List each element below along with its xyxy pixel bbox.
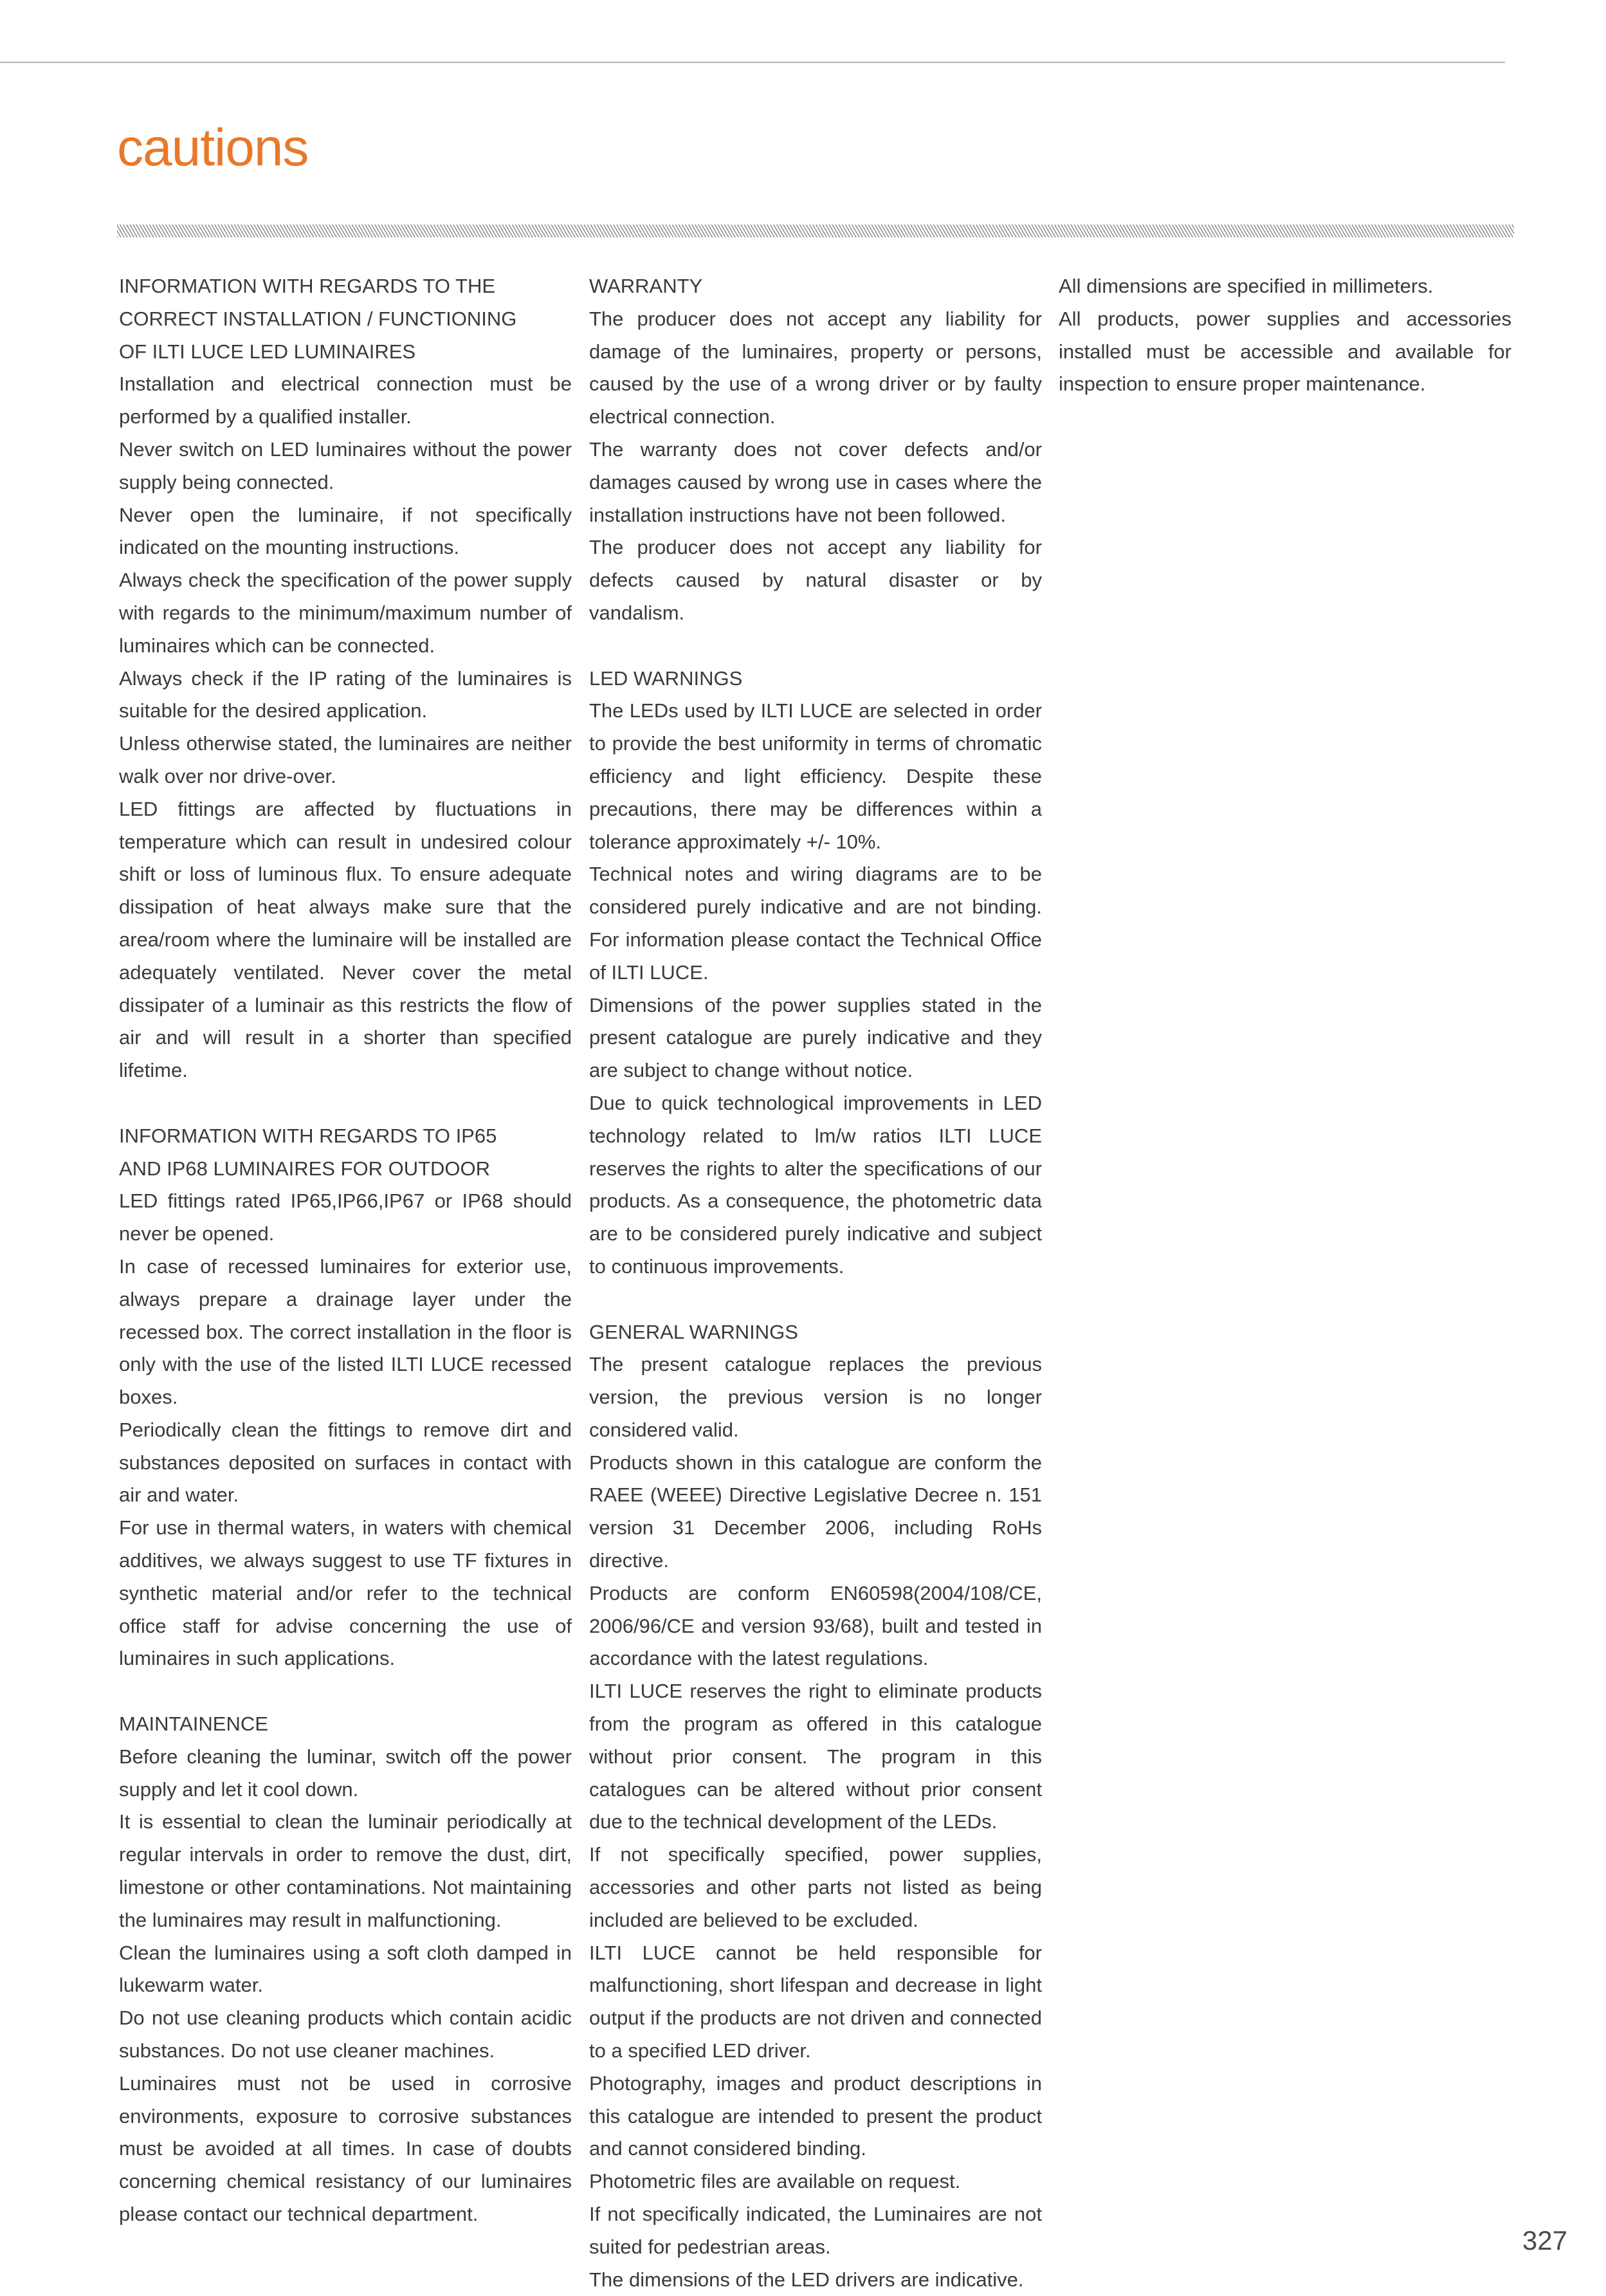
section-heading: WARRANTY xyxy=(589,270,1042,303)
page-number: 327 xyxy=(1522,2225,1567,2257)
paragraph: Unless otherwise stated, the luminaires are neither walk over nor drive-over. xyxy=(119,728,572,793)
section-led-warnings xyxy=(589,663,1042,1283)
paragraph: The LEDs used by ILTI LUCE are selected in order to provide the best uniformity in terms of chromatic efficiency and light efficiency. Despite these precautions, there may be differences within a tolerance approximately +/- 10%. xyxy=(589,695,1042,858)
section-heading: INFORMATION WITH REGARDS TO IP65 xyxy=(119,1120,572,1153)
section-maintenance xyxy=(119,1708,572,2231)
paragraph: Always check if the IP rating of the luminaires is suitable for the desired application. xyxy=(119,663,572,728)
paragraph: The present catalogue replaces the previous version, the previous version is no longer considered valid. xyxy=(589,1348,1042,1446)
paragraph: All products, power supplies and accessories installed must be accessible and available for inspection to ensure proper maintenance. xyxy=(1059,303,1511,401)
paragraph: LED fittings rated IP65,IP66,IP67 or IP68 should never be opened. xyxy=(119,1185,572,1251)
paragraph: If not specifically indicated, the Luminaires are not suited for pedestrian areas. xyxy=(589,2198,1042,2264)
paragraph: Photography, images and product descriptions in this catalogue are intended to present the product and cannot considered binding. xyxy=(589,2068,1042,2165)
section-general-warnings xyxy=(589,1316,1042,2296)
section-heading: AND IP68 LUMINAIRES FOR OUTDOOR xyxy=(119,1153,572,1186)
section-heading: LED WARNINGS xyxy=(589,663,1042,695)
paragraph: The producer does not accept any liability for damage of the luminaires, property or persons, caused by the use of a wrong driver or by faulty electrical connection. xyxy=(589,303,1042,434)
section-installation xyxy=(119,270,572,1087)
paragraph: The warranty does not cover defects and/or damages caused by wrong use in cases where the installation instructions have not been followed. xyxy=(589,434,1042,531)
section-heading: OF ILTI LUCE LED LUMINAIRES xyxy=(119,336,572,369)
paragraph: Technical notes and wiring diagrams are to be considered purely indicative and are not binding. For information please contact the Technical Office of ILTI LUCE. xyxy=(589,858,1042,989)
paragraph: For use in thermal waters, in waters with chemical additives, we always suggest to use TF fixtures in synthetic material and/or refer to the technical office staff for advise concerning the use of luminaires in such applications. xyxy=(119,1512,572,1675)
paragraph: Never switch on LED luminaires without the power supply being connected. xyxy=(119,434,572,499)
hatch-divider xyxy=(117,225,1514,237)
paragraph: Products are conform EN60598(2004/108/CE, 2006/96/CE and version 93/68), built and tested in accordance with the latest regulations. xyxy=(589,1577,1042,1675)
paragraph: Photometric files are available on request. xyxy=(589,2165,1042,2198)
paragraph: All dimensions are specified in millimeters. xyxy=(1059,270,1511,303)
paragraph: ILTI LUCE cannot be held responsible for malfunctioning, short lifespan and decrease in light output if the products are not driven and connected to a specified LED driver. xyxy=(589,1937,1042,2068)
paragraph: LED fittings are affected by fluctuations in temperature which can result in undesired colour shift or loss of luminous flux. To ensure adequate dissipation of heat always make sure that the area/room where the luminaire will be installed are adequately ventilated. Never cover the metal dissipater of a luminair as this restricts the flow of air and will result in a shorter than specified lifetime. xyxy=(119,793,572,1087)
paragraph: Periodically clean the fittings to remove dirt and substances deposited on surfaces in contact with air and water. xyxy=(119,1414,572,1512)
paragraph: The dimensions of the LED drivers are indicative. xyxy=(589,2264,1042,2296)
paragraph: ILTI LUCE reserves the right to eliminate products from the program as offered in this catalogue without prior consent. The program in this catalogues can be altered without prior consent due to the technical development of the LEDs. xyxy=(589,1675,1042,1839)
column-1 xyxy=(119,270,572,2231)
paragraph: Products shown in this catalogue are conform the RAEE (WEEE) Directive Legislative Decree n. 151 version 31 December 2006, including RoHs directive. xyxy=(589,1447,1042,1577)
section-heading: GENERAL WARNINGS xyxy=(589,1316,1042,1349)
paragraph: Clean the luminaires using a soft cloth damped in lukewarm water. xyxy=(119,1937,572,2003)
paragraph: If not specifically specified, power supplies, accessories and other parts not listed as being included are believed to be excluded. xyxy=(589,1839,1042,1936)
paragraph: The producer does not accept any liability for defects caused by natural disaster or by vandalism. xyxy=(589,531,1042,629)
section-outdoor xyxy=(119,1120,572,1676)
paragraph: In case of recessed luminaires for exterior use, always prepare a drainage layer under the recessed box. The correct installation in the floor is only with the use of the listed ILTI LUCE recessed boxes. xyxy=(119,1251,572,1414)
section-heading: MAINTAINENCE xyxy=(119,1708,572,1741)
paragraph: Installation and electrical connection must be performed by a qualified installer. xyxy=(119,368,572,434)
paragraph: Luminaires must not be used in corrosive environments, exposure to corrosive substances must be avoided at all times. In case of doubts concerning chemical resistancy of our luminaires please contact our technical department. xyxy=(119,2068,572,2231)
paragraph: Before cleaning the luminar, switch off the power supply and let it cool down. xyxy=(119,1741,572,1806)
paragraph: Dimensions of the power supplies stated in the present catalogue are purely indicative and they are subject to change without notice. xyxy=(589,989,1042,1087)
paragraph: Always check the specification of the power supply with regards to the minimum/maximum number of luminaires which can be connected. xyxy=(119,564,572,662)
paragraph: It is essential to clean the luminair periodically at regular intervals in order to remove the dust, dirt, limestone or other contaminations. Not maintaining the luminaires may result in malfunctioning. xyxy=(119,1806,572,1936)
top-rule xyxy=(0,62,1505,63)
paragraph: Never open the luminaire, if not specifically indicated on the mounting instructions. xyxy=(119,499,572,565)
column-3 xyxy=(1059,270,1511,401)
section-heading: CORRECT INSTALLATION / FUNCTIONING xyxy=(119,303,572,336)
page-title: cautions xyxy=(117,116,308,180)
paragraph: Due to quick technological improvements in LED technology related to lm/w ratios ILTI LUCE reserves the rights to alter the specifications of our products. As a consequence, the photometric data are to be considered purely indicative and subject to continuous improvements. xyxy=(589,1087,1042,1283)
column-2 xyxy=(589,270,1042,2296)
section-heading: INFORMATION WITH REGARDS TO THE xyxy=(119,270,572,303)
section-warranty xyxy=(589,270,1042,630)
paragraph: Do not use cleaning products which contain acidic substances. Do not use cleaner machines. xyxy=(119,2002,572,2068)
